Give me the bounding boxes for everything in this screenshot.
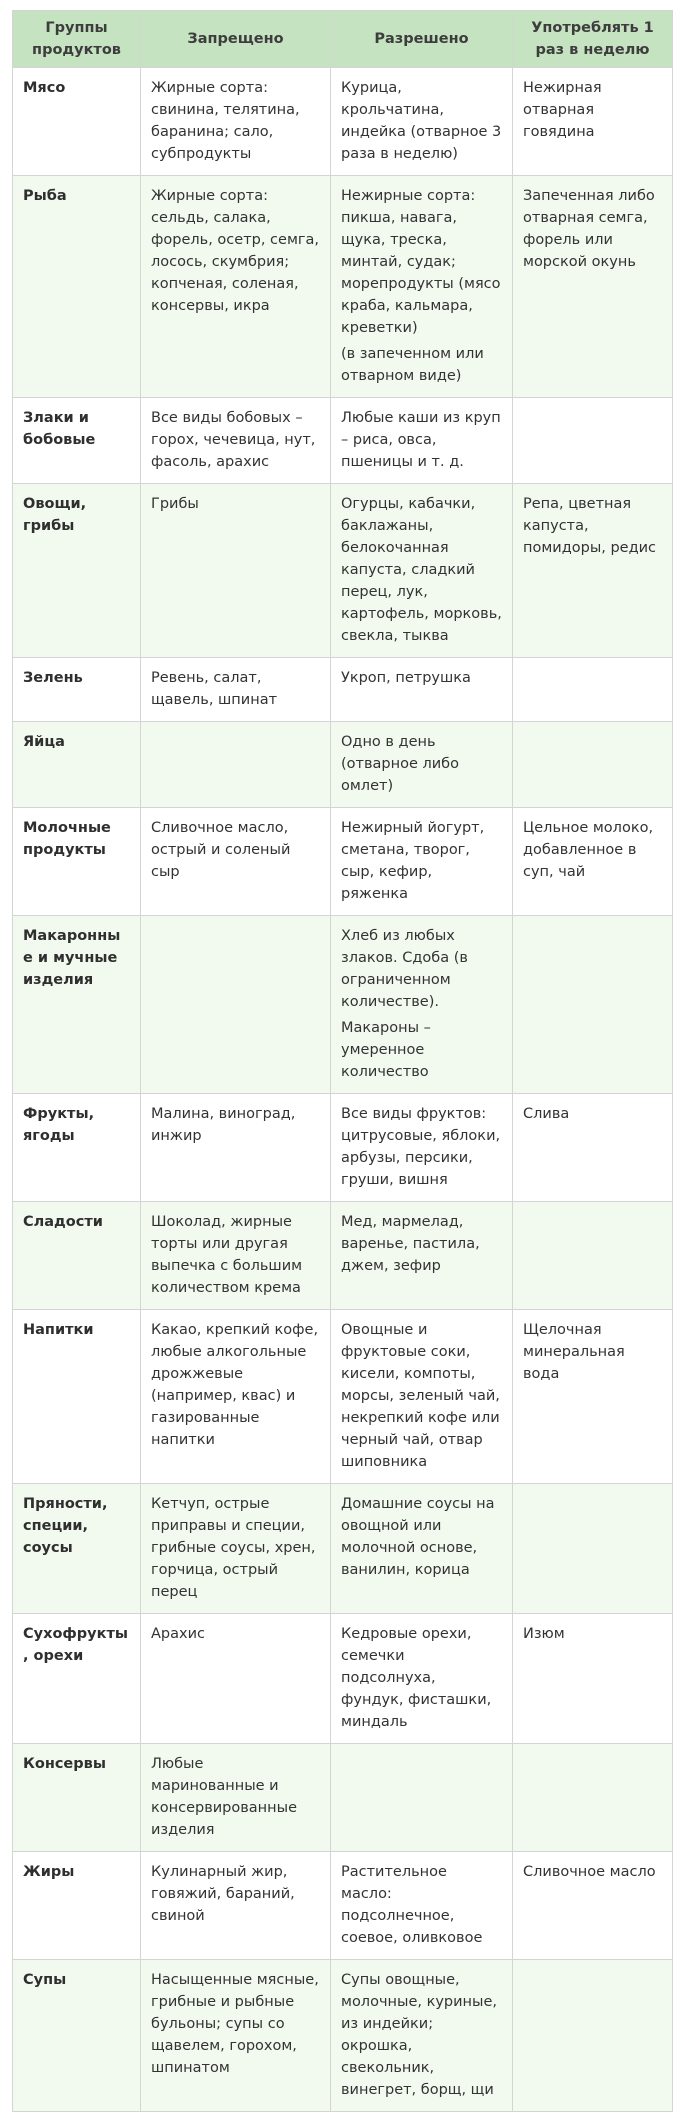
allowed-cell: [331, 1614, 513, 1744]
forbidden-cell: [141, 1614, 331, 1744]
cell-text: Все виды бобовых – горох, чечевица, нут, фасоль, арахис: [151, 410, 316, 470]
food-group-cell: Сладости: [13, 1202, 141, 1310]
forbidden-cell: [141, 176, 331, 398]
food-groups-table: [12, 10, 673, 2112]
cell-text: Слива: [523, 1106, 570, 1122]
cell-text: Курица, крольчатина, индейка (отварное 3 раза в неделю): [341, 80, 502, 162]
allowed-cell: [331, 1960, 513, 2112]
cell-text: Жирные сорта: сельдь, салака, форель, осетр, семга, лосось, скумбрия; копченая, соленая, консервы, икра: [151, 188, 320, 314]
once-a-week-cell: [513, 658, 673, 722]
cell-text: Супы овощные, молочные, куриные, из индейки; окрошка, свекольник, винегрет, борщ, щи: [341, 1972, 498, 2098]
cell-text: Любые каши из круп – риса, овса, пшеницы и т. д.: [341, 410, 501, 470]
allowed-cell: [331, 1202, 513, 1310]
header-allowed: Разрешено: [331, 11, 513, 68]
once-a-week-cell: [513, 68, 673, 176]
food-group-cell: Мясо: [13, 68, 141, 176]
once-a-week-cell: [513, 1484, 673, 1614]
table-row: [13, 1202, 673, 1310]
food-group-cell: Овощи, грибы: [13, 484, 141, 658]
table-row: [13, 1484, 673, 1614]
header-food-groups: Группы продуктов: [13, 11, 141, 68]
once-a-week-cell: [513, 808, 673, 916]
once-a-week-cell: [513, 1744, 673, 1852]
table-row: [13, 808, 673, 916]
food-group-cell: Макаронные и мучные изделия: [13, 916, 141, 1094]
allowed-cell: [331, 916, 513, 1094]
allowed-cell: [331, 722, 513, 808]
food-group-cell: Яйца: [13, 722, 141, 808]
allowed-cell: [331, 1484, 513, 1614]
cell-text: Растительное масло: подсолнечное, соевое, оливковое: [341, 1864, 483, 1946]
cell-text: Нежирный йогурт, сметана, творог, сыр, кефир, ряженка: [341, 820, 485, 902]
table-body: [13, 68, 673, 2112]
once-a-week-cell: [513, 398, 673, 484]
cell-text: Любые маринованные и консервированные изделия: [151, 1756, 298, 1838]
cell-text: Домашние соусы на овощной или молочной основе, ванилин, корица: [341, 1496, 495, 1578]
table-header: [13, 11, 673, 68]
cell-text: Насыщенные мясные, грибные и рыбные бульоны; супы со щавелем, горохом, шпинатом: [151, 1972, 319, 2076]
food-group-cell: Жиры: [13, 1852, 141, 1960]
cell-text: Запеченная либо отварная семга, форель или морской окунь: [523, 188, 655, 270]
cell-text: Цельное молоко, добавленное в суп, чай: [523, 820, 654, 880]
forbidden-cell: [141, 722, 331, 808]
once-a-week-cell: [513, 1614, 673, 1744]
forbidden-cell: [141, 1310, 331, 1484]
table-row: [13, 722, 673, 808]
forbidden-cell: [141, 1744, 331, 1852]
forbidden-cell: [141, 658, 331, 722]
food-group-cell: Консервы: [13, 1744, 141, 1852]
food-group-cell: Пряности, специи, соусы: [13, 1484, 141, 1614]
cell-text: Малина, виноград, инжир: [151, 1106, 296, 1144]
cell-text: Репа, цветная капуста, помидоры, редис: [523, 496, 657, 556]
cell-text: Кетчуп, острые приправы и специи, грибные соусы, хрен, горчица, острый перец: [151, 1496, 316, 1600]
once-a-week-cell: [513, 916, 673, 1094]
table-row: [13, 1852, 673, 1960]
cell-text: Макароны – умеренное количество: [341, 1020, 431, 1080]
cell-text: Укроп, петрушка: [341, 670, 471, 686]
cell-text: Все виды фруктов: цитрусовые, яблоки, арбузы, персики, груши, вишня: [341, 1106, 501, 1188]
header-row: [13, 11, 673, 68]
allowed-cell: [331, 658, 513, 722]
table-row: [13, 68, 673, 176]
forbidden-cell: [141, 484, 331, 658]
table-row: [13, 658, 673, 722]
food-group-cell: Зелень: [13, 658, 141, 722]
table-row: [13, 1614, 673, 1744]
header-once-a-week: Употреблять 1 раз в неделю: [513, 11, 673, 68]
once-a-week-cell: [513, 1310, 673, 1484]
table-row: [13, 1310, 673, 1484]
cell-text: Какао, крепкий кофе, любые алкогольные дрожжевые (например, квас) и газированные напитки: [151, 1322, 319, 1448]
food-group-cell: Злаки и бобовые: [13, 398, 141, 484]
forbidden-cell: [141, 398, 331, 484]
once-a-week-cell: [513, 1852, 673, 1960]
cell-text: Щелочная минеральная вода: [523, 1322, 625, 1382]
once-a-week-cell: [513, 1094, 673, 1202]
food-group-cell: Напитки: [13, 1310, 141, 1484]
forbidden-cell: [141, 1852, 331, 1960]
cell-text: Нежирные сорта: пикша, навага, щука, треска, минтай, судак; морепродукты (мясо краба, кальмара, креветки): [341, 188, 501, 336]
allowed-cell: [331, 68, 513, 176]
allowed-cell: [331, 176, 513, 398]
cell-text: Шоколад, жирные торты или другая выпечка с большим количеством крема: [151, 1214, 303, 1296]
cell-text: Арахис: [151, 1626, 205, 1642]
allowed-cell: [331, 1744, 513, 1852]
cell-text: Ревень, салат, щавель, шпинат: [151, 670, 278, 708]
cell-text: Сливочное масло: [523, 1864, 656, 1880]
allowed-cell: [331, 1310, 513, 1484]
cell-text: Одно в день (отварное либо омлет): [341, 734, 459, 794]
once-a-week-cell: [513, 176, 673, 398]
cell-text: Нежирная отварная говядина: [523, 80, 602, 140]
header-forbidden: Запрещено: [141, 11, 331, 68]
cell-text: Сливочное масло, острый и соленый сыр: [151, 820, 291, 880]
cell-text: Огурцы, кабачки, баклажаны, белокочанная капуста, сладкий перец, лук, картофель, морковь, свекла, тыква: [341, 496, 502, 644]
once-a-week-cell: [513, 1202, 673, 1310]
food-group-cell: Супы: [13, 1960, 141, 2112]
cell-text: Овощные и фруктовые соки, кисели, компоты, морсы, зеленый чай, некрепкий кофе или черный чай, отвар шиповника: [341, 1322, 500, 1470]
cell-text: Кулинарный жир, говяжий, бараний, свиной: [151, 1864, 295, 1924]
forbidden-cell: [141, 1960, 331, 2112]
allowed-cell: [331, 398, 513, 484]
table-row: [13, 916, 673, 1094]
table-row: [13, 176, 673, 398]
food-group-cell: Рыба: [13, 176, 141, 398]
forbidden-cell: [141, 808, 331, 916]
cell-text: Кедровые орехи, семечки подсолнуха, фундук, фисташки, миндаль: [341, 1626, 492, 1730]
forbidden-cell: [141, 1202, 331, 1310]
food-group-cell: Сухофрукты, орехи: [13, 1614, 141, 1744]
table-row: [13, 398, 673, 484]
once-a-week-cell: [513, 1960, 673, 2112]
allowed-cell: [331, 1852, 513, 1960]
table-row: [13, 484, 673, 658]
forbidden-cell: [141, 68, 331, 176]
allowed-cell: [331, 484, 513, 658]
food-group-cell: Фрукты, ягоды: [13, 1094, 141, 1202]
cell-text: Мед, мармелад, варенье, пастила, джем, зефир: [341, 1214, 480, 1274]
cell-text: Грибы: [151, 496, 199, 512]
table-row: [13, 1960, 673, 2112]
allowed-cell: [331, 1094, 513, 1202]
cell-text: Жирные сорта: свинина, телятина, баранина; сало, субпродукты: [151, 80, 300, 162]
allowed-cell: [331, 808, 513, 916]
cell-text: (в запеченном или отварном виде): [341, 346, 484, 384]
table-row: [13, 1744, 673, 1852]
once-a-week-cell: [513, 722, 673, 808]
cell-text: Изюм: [523, 1626, 565, 1642]
forbidden-cell: [141, 916, 331, 1094]
forbidden-cell: [141, 1484, 331, 1614]
forbidden-cell: [141, 1094, 331, 1202]
table-row: [13, 1094, 673, 1202]
food-group-cell: Молочные продукты: [13, 808, 141, 916]
cell-text: Хлеб из любых злаков. Сдоба (в ограниченном количестве).: [341, 928, 468, 1010]
once-a-week-cell: [513, 484, 673, 658]
